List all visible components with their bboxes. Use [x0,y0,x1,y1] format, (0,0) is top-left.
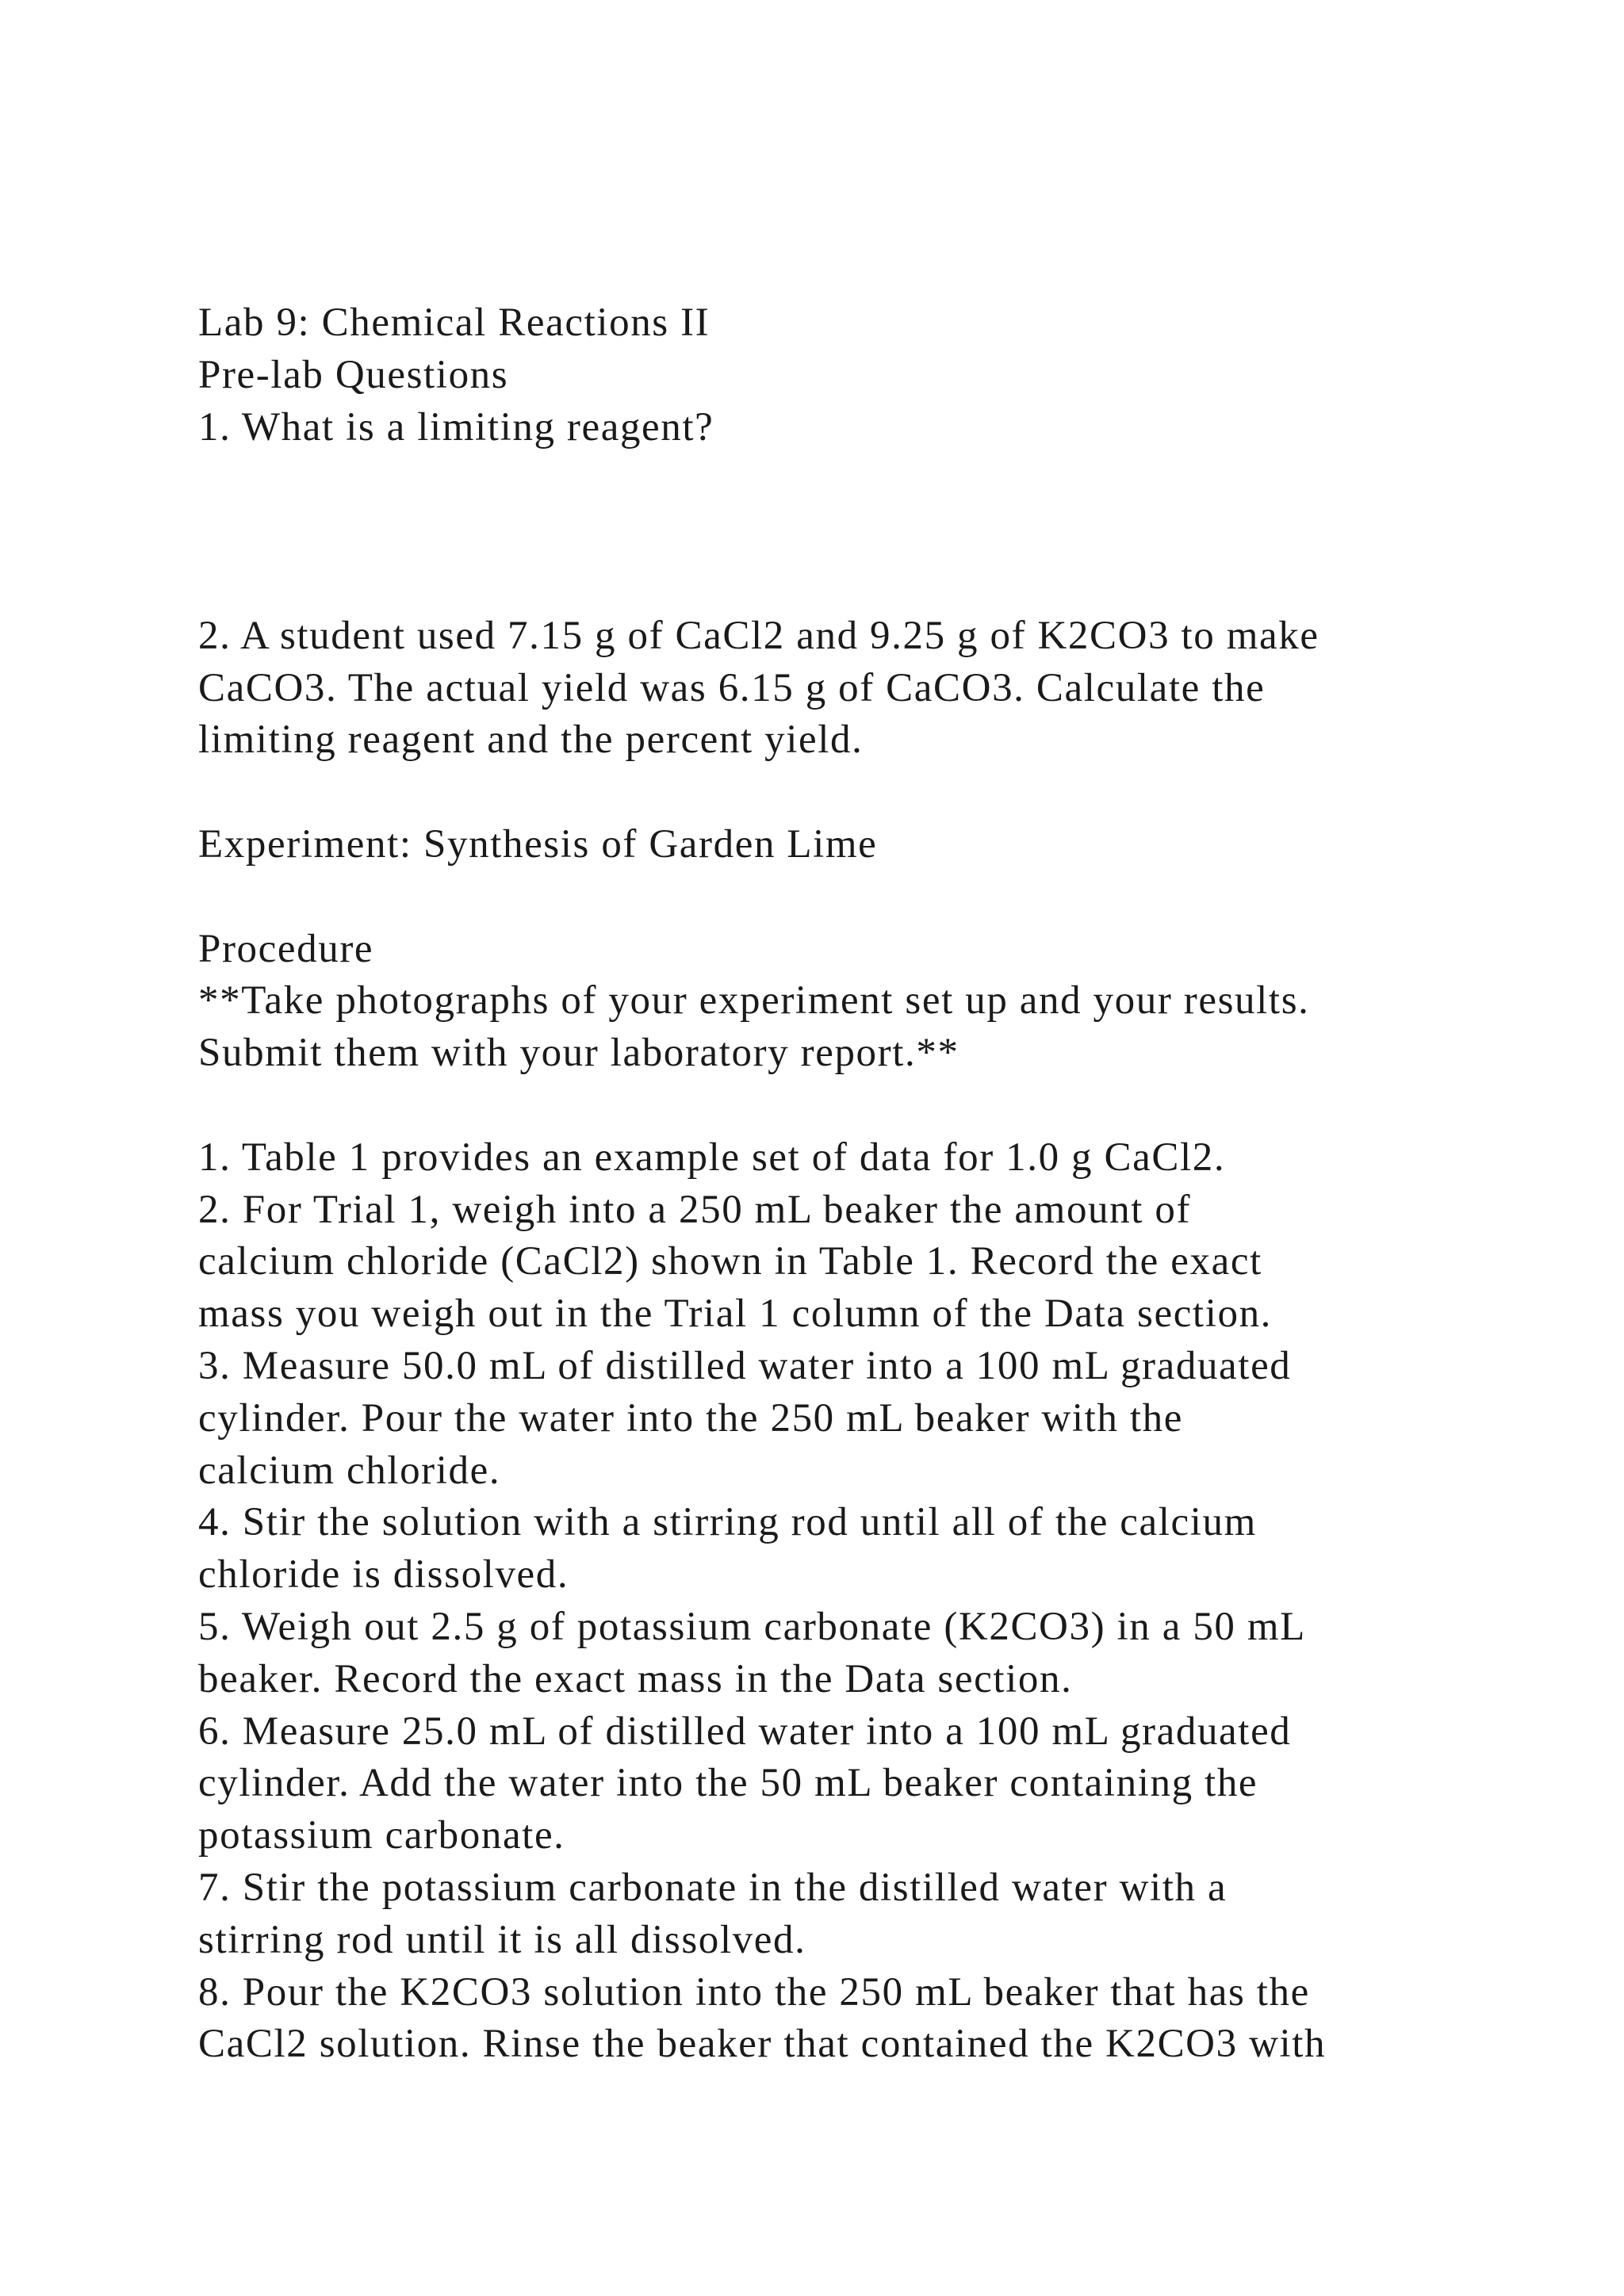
procedure-step-line: chloride is dissolved. [198,1552,569,1598]
document-body [198,297,1546,2071]
answer-space [198,453,1546,506]
procedure-step-line: calcium chloride. [198,1448,501,1493]
procedure-step-line: 1. Table 1 provides an example set of data for 1.0 g CaCl2. [198,1135,1226,1180]
prelab-question-2-line: limiting reagent and the percent yield. [198,718,864,763]
blank-line [198,767,1546,819]
blank-line [198,1080,1546,1132]
photo-instruction-line: **Take photographs of your experiment set up and your results. [198,978,1310,1024]
procedure-step-line: mass you weigh out in the Trial 1 column of the Data section. [198,1292,1273,1337]
procedure-heading: Procedure [198,926,374,971]
procedure-step-line: CaCl2 solution. Rinse the beaker that contained the K2CO3 with [198,2022,1327,2067]
procedure-step-line: 3. Measure 50.0 mL of distilled water into a 100 mL graduated [198,1343,1292,1388]
prelab-question-2-line: 2. A student used 7.15 g of CaCl2 and 9.25 g of K2CO3 to make [198,613,1320,658]
procedure-step-line: 6. Measure 25.0 mL of distilled water into a 100 mL graduated [198,1709,1292,1754]
blank-line [198,871,1546,924]
procedure-step-line: 2. For Trial 1, weigh into a 250 mL beaker the amount of [198,1187,1192,1232]
prelab-question-2-line: CaCO3. The actual yield was 6.15 g of CaCO3. Calculate the [198,665,1266,710]
answer-space [198,558,1546,610]
procedure-step-line: 4. Stir the solution with a stirring rod until all of the calcium [198,1500,1257,1545]
section-heading-prelab: Pre-lab Questions [198,352,509,397]
procedure-step-line: 8. Pour the K2CO3 solution into the 250 mL beaker that has the [198,1969,1310,2015]
procedure-step-line: beaker. Record the exact mass in the Data section. [198,1656,1073,1701]
procedure-step-line: cylinder. Add the water into the 50 mL beaker containing the [198,1761,1258,1806]
procedure-step-line: 7. Stir the potassium carbonate in the distilled water with a [198,1865,1228,1910]
photo-instruction-line: Submit them with your laboratory report.** [198,1031,959,1076]
lab-title: Lab 9: Chemical Reactions II [198,300,710,345]
procedure-step-line: cylinder. Pour the water into the 250 mL beaker with the [198,1395,1183,1441]
procedure-step-line: potassium carbonate. [198,1813,565,1858]
procedure-step-line: stirring rod until it is all dissolved. [198,1917,806,1962]
procedure-step-line: 5. Weigh out 2.5 g of potassium carbonate (K2CO3) in a 50 mL [198,1604,1306,1649]
answer-space [198,506,1546,558]
prelab-question-1: 1. What is a limiting reagent? [198,404,714,450]
experiment-heading: Experiment: Synthesis of Garden Lime [198,821,878,867]
procedure-step-line: calcium chloride (CaCl2) shown in Table 1. Record the exact [198,1239,1262,1284]
